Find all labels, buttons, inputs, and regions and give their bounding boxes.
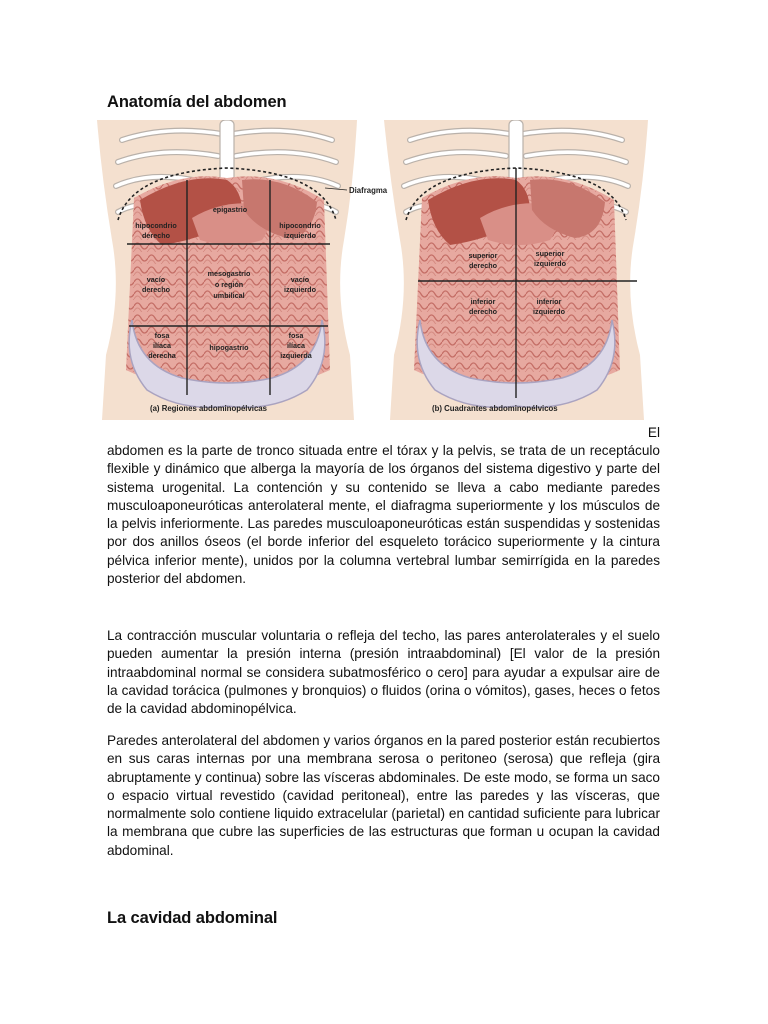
label-vacio-izquierdo: vacío izquierdo bbox=[284, 275, 316, 294]
anatomy-illustration bbox=[92, 120, 658, 420]
label-fosa-iliaca-derecha: fosa ilíaca derecha bbox=[148, 331, 176, 360]
paragraph-3: Paredes anterolateral del abdomen y varios órganos en la pared posterior están recubiertos en sus caras internas por una membrana serosa o peritoneo (serosa) que refleja (gira abruptamente y continua) sobre las vísceras abdominales. De este modo, se forma un saco o espacio virtual revestido (cavidad peritoneal), entre las paredes y las vísceras, que normalmente solo contiene liquido extracelular (parietal) en cantidad suficiente para lubricar la membrana que cubre las superficies de las estructuras que forman u ocupan la cavidad abdominal. bbox=[107, 733, 660, 858]
abdomen-regions-figure bbox=[92, 120, 658, 420]
panel-b-torso bbox=[384, 120, 648, 420]
label-diafragma: Diafragma bbox=[349, 186, 388, 195]
label-mesogastrio: mesogastrio o región umbilical bbox=[207, 269, 251, 300]
label-superior-izquierdo: superior izquierdo bbox=[534, 249, 566, 268]
label-inferior-derecho: inferior derecho bbox=[469, 297, 497, 316]
label-hipocondrio-derecho: hipocondrio derecho bbox=[135, 221, 177, 240]
paragraph-2: La contracción muscular voluntaria o refleja del techo, las pares anterolaterales y el suelo pueden aumentar la presión interna (presión intraabdominal) [El valor de la presión intraabdominal normal se considera subatmosférico o cero] para ayudar a expulsar aire de la cavidad torácica (pulmones y bronquios) o fluidos (orina o vómitos), gases, heces o fetos de la cavidad abdominopélvica. bbox=[107, 628, 660, 717]
first-word: El bbox=[647, 425, 660, 440]
label-vacio-derecho: vacío derecho bbox=[142, 275, 170, 294]
caption-panel-b: (b) Cuadrantes abdominopélvicos bbox=[432, 404, 558, 413]
panel-a-torso bbox=[97, 120, 357, 420]
paragraph-1: abdomen es la parte de tronco situada entre el tórax y la pelvis, se trata de un receptáculo flexible y dinámico que alberga la mayoría de los órganos del sistema digestivo y parte del sistema urogenital. La contención y su contenido se lleva a cabo mediante paredes musculoaponeuróticas anterolateral mente, el diafragma superiormente y los músculos de la pelvis inferiormente. Las paredes musculoaponeuróticas están suspendidas y sostenidas por dos anillos óseos (el borde inferior del esqueleto torácico superiormente y la cintura pélvica inferior mente), unidos por la columna vertebral lumbar semirrígida en la paredes posterior del abdomen. bbox=[107, 443, 660, 587]
label-hipocondrio-izquierdo: hipocondrio izquierdo bbox=[279, 221, 321, 240]
section-heading-anatomy: Anatomía del abdomen bbox=[107, 93, 287, 111]
label-hipogastrio: hipogastrio bbox=[209, 343, 249, 352]
label-superior-derecho: superior derecho bbox=[468, 251, 498, 270]
label-inferior-izquierdo: inferior izquierdo bbox=[533, 297, 565, 316]
section-heading-cavity: La cavidad abdominal bbox=[107, 909, 278, 927]
label-epigastrio: epigastrio bbox=[212, 205, 248, 214]
caption-panel-a: (a) Regiones abdominopélvicas bbox=[150, 404, 267, 413]
label-fosa-iliaca-izquierda: fosa ilíaca izquierda bbox=[280, 331, 312, 360]
